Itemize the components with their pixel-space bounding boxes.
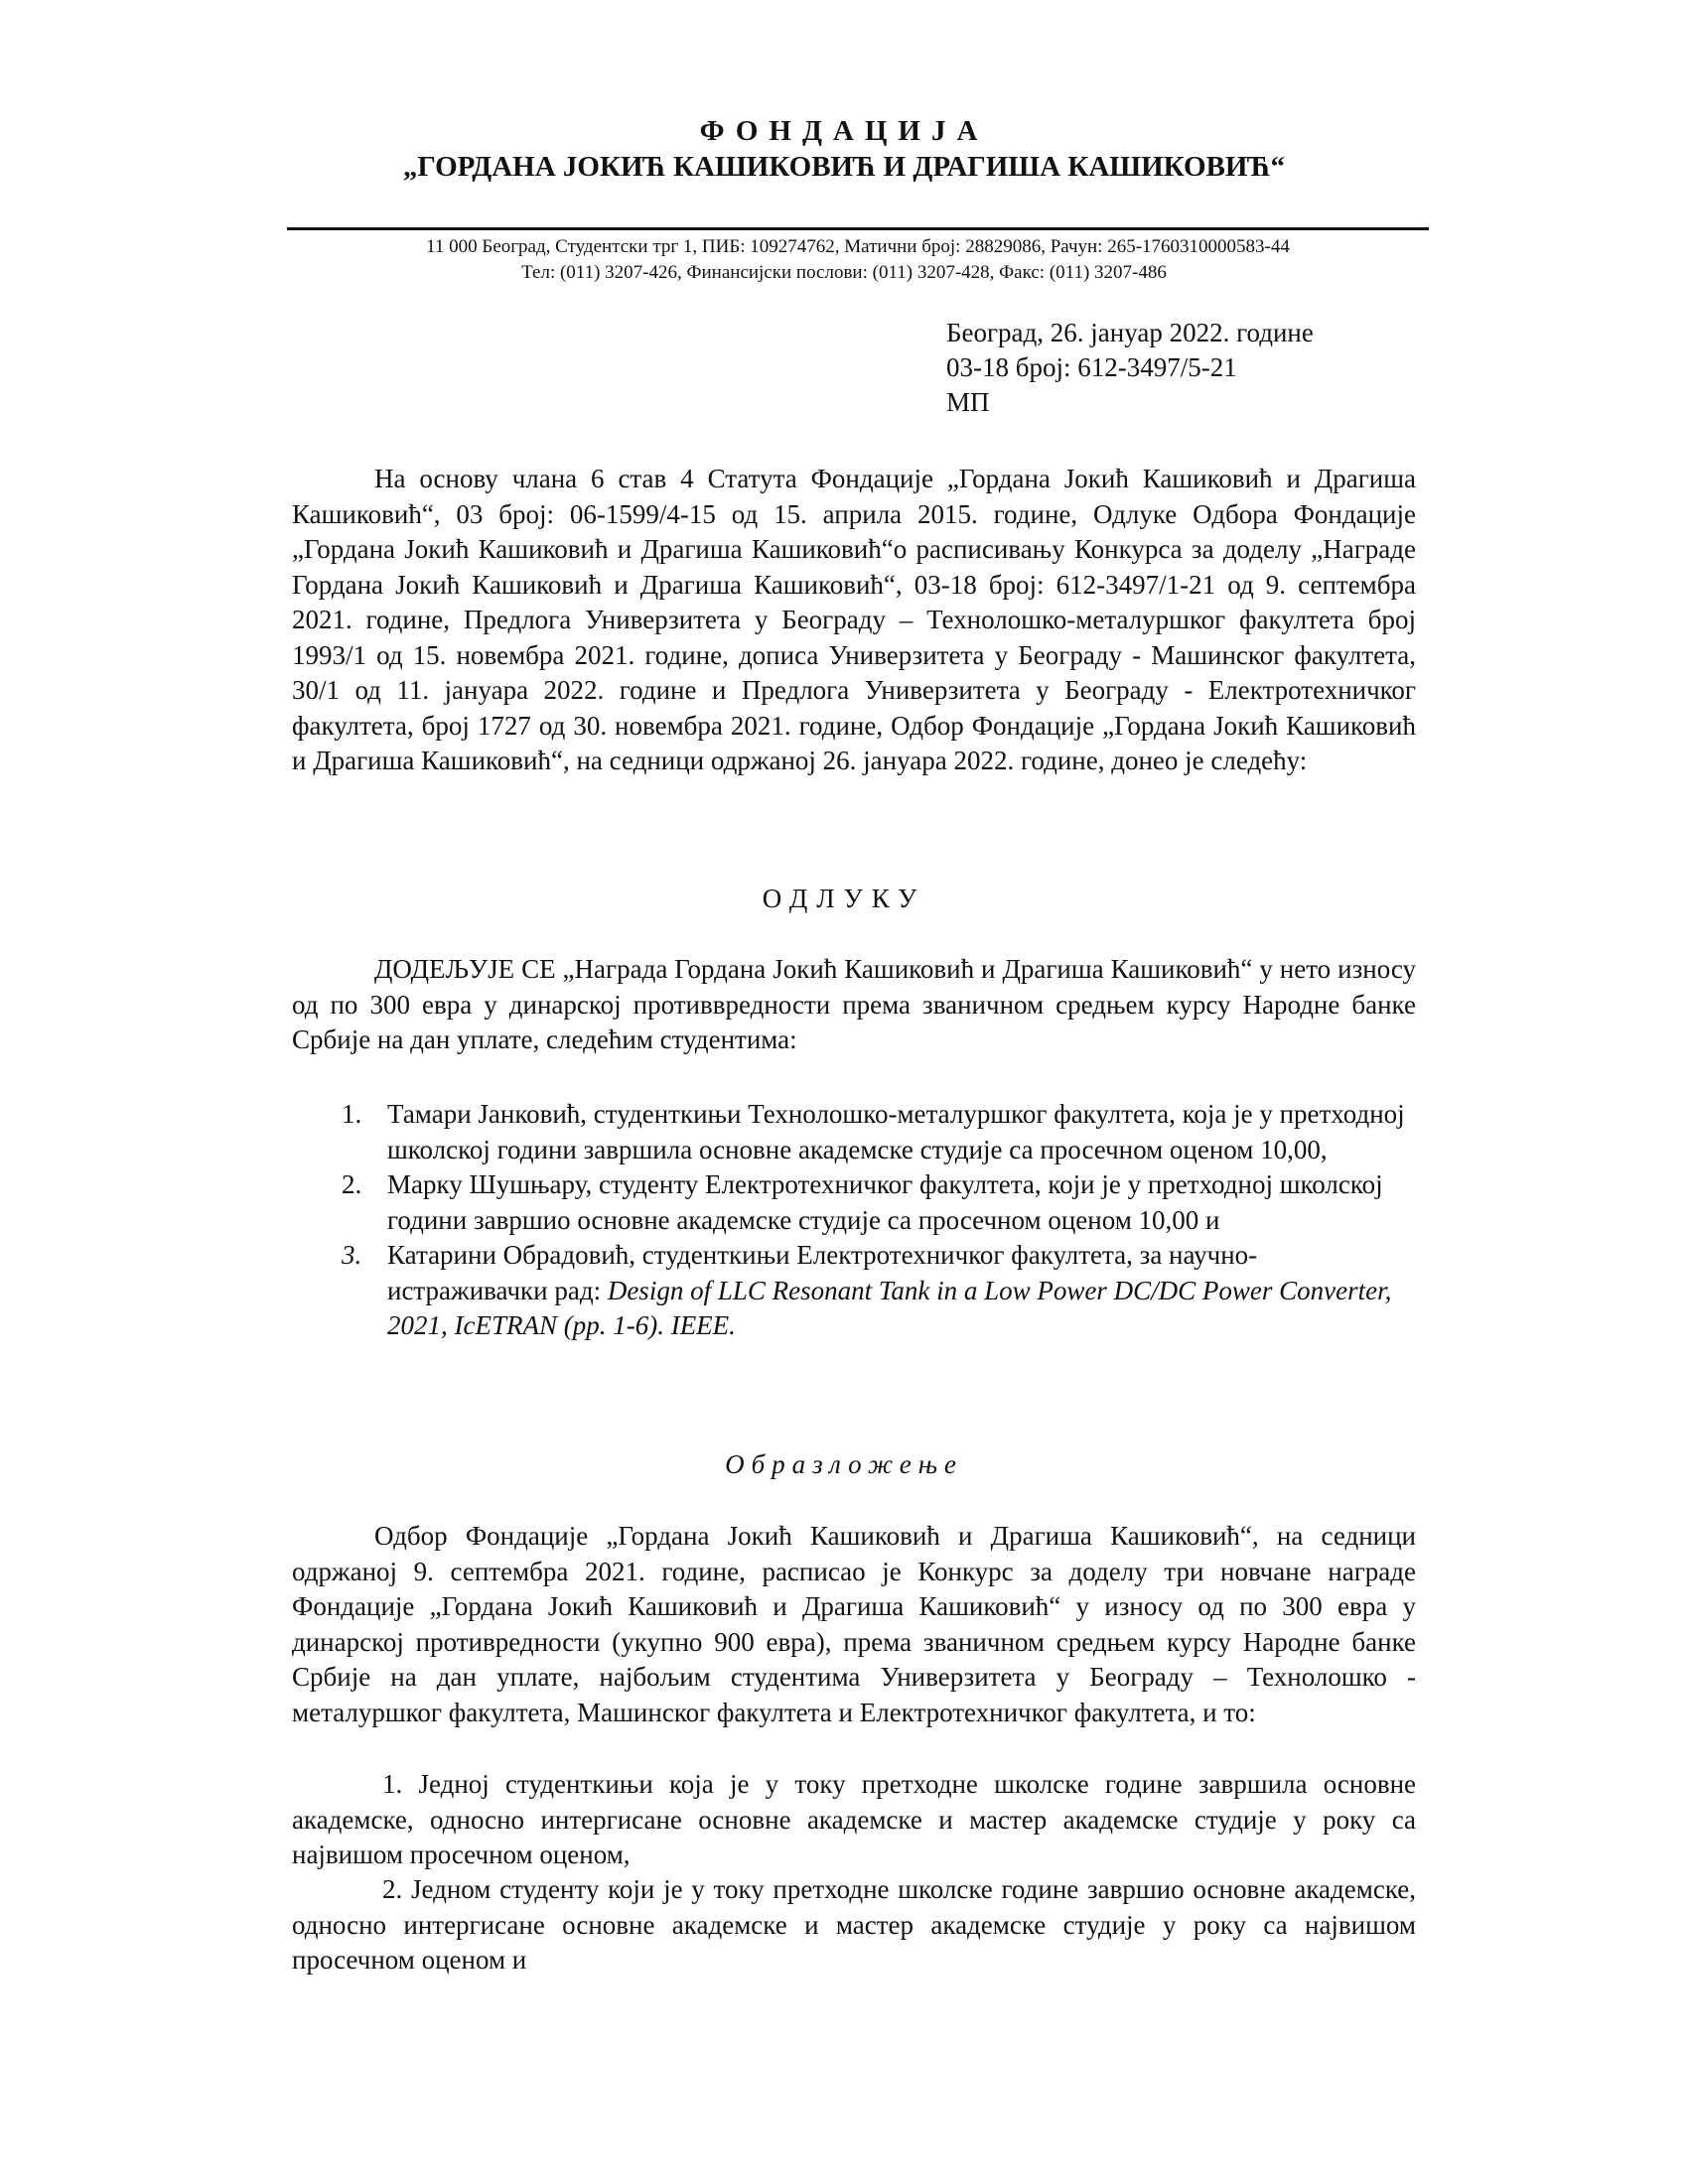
reasoning-paragraph: Одбор Фондације „Гордана Јокић Кашиковић и Драгиша Кашиковић“, на седници одржаној 9. септембра 2021. године, расписао је Конкурс за доделу три новчане награде Фондације „Гордана Јокић Кашиковић и Драгиша Кашиковић“ у износу од по 300 евра у динарској противредности (укупно 900 евра), према званичном средњем курсу Народне банке Србије на дан уплате, најбољим студентима Универзитета у Београду – Технолошко - металуршког факултета, Машинског факултета и Електротехничког факултета, и то: <box>292 1521 1416 1727</box>
document-number: 03-18 број: 612-3497/5-21 <box>946 352 1237 382</box>
document-meta <box>946 316 1314 420</box>
awardee-text: Катарини Обрадовић, студенткињи Електротехничког факултета, за научно-истраживачки рад: <box>387 1240 1258 1305</box>
decision-paragraph: ДОДЕЉУЈЕ СЕ „Награда Гордана Јокић Кашиковић и Драгиша Кашиковић“ у нето износу од по 300 евра у динарској противвредности према званичном средњем курсу Народне банке Србије на дан уплате, следећим студентима: <box>292 954 1416 1054</box>
reasoning-heading: Образложење <box>725 1449 963 1479</box>
list-item <box>331 1097 1416 1167</box>
list-number: 1. <box>342 1099 362 1129</box>
document-date: Београд, 26. јануар 2022. године <box>946 318 1314 347</box>
condition-item: 2. Једном студенту који је у току претходне школске године завршио основне академске, односно интергисане основне академске и мастер академске студије у року са највишом просечном оценом и <box>292 1874 1416 1975</box>
list-item <box>331 1238 1416 1344</box>
header-divider <box>287 227 1429 230</box>
contact-phones: Тел: (011) 3207-426, Финансијски послови: (011) 3207-428, Факс: (011) 3207-486 <box>521 262 1167 283</box>
condition-item: 1. Једној студенткињи која је у току претходне школске године завршила основне академске, односно интергисане основне академске и мастер академске студије у року са највишом просечном оценом, <box>292 1769 1416 1869</box>
intro-paragraph: На основу члана 6 став 4 Статута Фондације „Гордана Јокић Кашиковић и Драгиша Кашиковић“, 03 број: 06-1599/4-15 од 15. априла 2015. године, Одлуке Одбора Фондације „Гордана Јокић Кашиковић и Драгиша Кашиковић“о расписивању Конкурса за доделу „Награде Гордана Јокић Кашиковић и Драгиша Кашиковић“, 03-18 број: 612-3497/1-21 од 9. септембра 2021. године, Предлога Универзитета у Београду – Технолошко-металуршког факултета број 1993/1 од 15. новембра 2021. године, дописа Универзитета у Београду - Машинског факултета, 30/1 од 11. јануара 2022. године и Предлога Универзитета у Београду - Електротехничког факултета, број 1727 од 30. новембра 2021. године, Одбор Фондације „Гордана Јокић Кашиковић и Драгиша Кашиковић“, на седници одржаној 26. јануара 2022. године, донео је следећу: <box>292 464 1416 775</box>
awardee-list <box>331 1097 1416 1344</box>
foundation-title: ФОНДАЦИЈА <box>699 115 989 147</box>
stamp-placeholder: МП <box>946 387 990 417</box>
paper-title: Design of LLC Resonant Tank in a Low Power DC/DC Power Converter, 2021, IcETRAN (pp. 1-6). IEEE. <box>387 1275 1392 1340</box>
decision-heading: ОДЛУКУ <box>762 884 926 913</box>
contact-address: 11 000 Београд, Студентски трг 1, ПИБ: 109274762, Матични број: 28829086, Рачун: 265-1760310000583-44 <box>426 236 1290 257</box>
awardee-text: Марку Шушњару, студенту Електротехничког факултета, који је у претходној школској години завршио основне академске студије са просечном оценом 10,00 и <box>387 1169 1383 1235</box>
foundation-name: „ГОРДАНА ЈОКИЋ КАШИКОВИЋ И ДРАГИША КАШИКОВИЋ“ <box>402 151 1286 183</box>
awardee-text: Тамари Јанковић, студенткињи Технолошко-металуршког факултета, која је у претходној школској години завршила основне академске студије са просечном оценом 10,00, <box>387 1099 1405 1164</box>
list-number: 2. <box>342 1169 362 1199</box>
list-number: 3. <box>342 1240 362 1270</box>
list-item <box>331 1167 1416 1238</box>
